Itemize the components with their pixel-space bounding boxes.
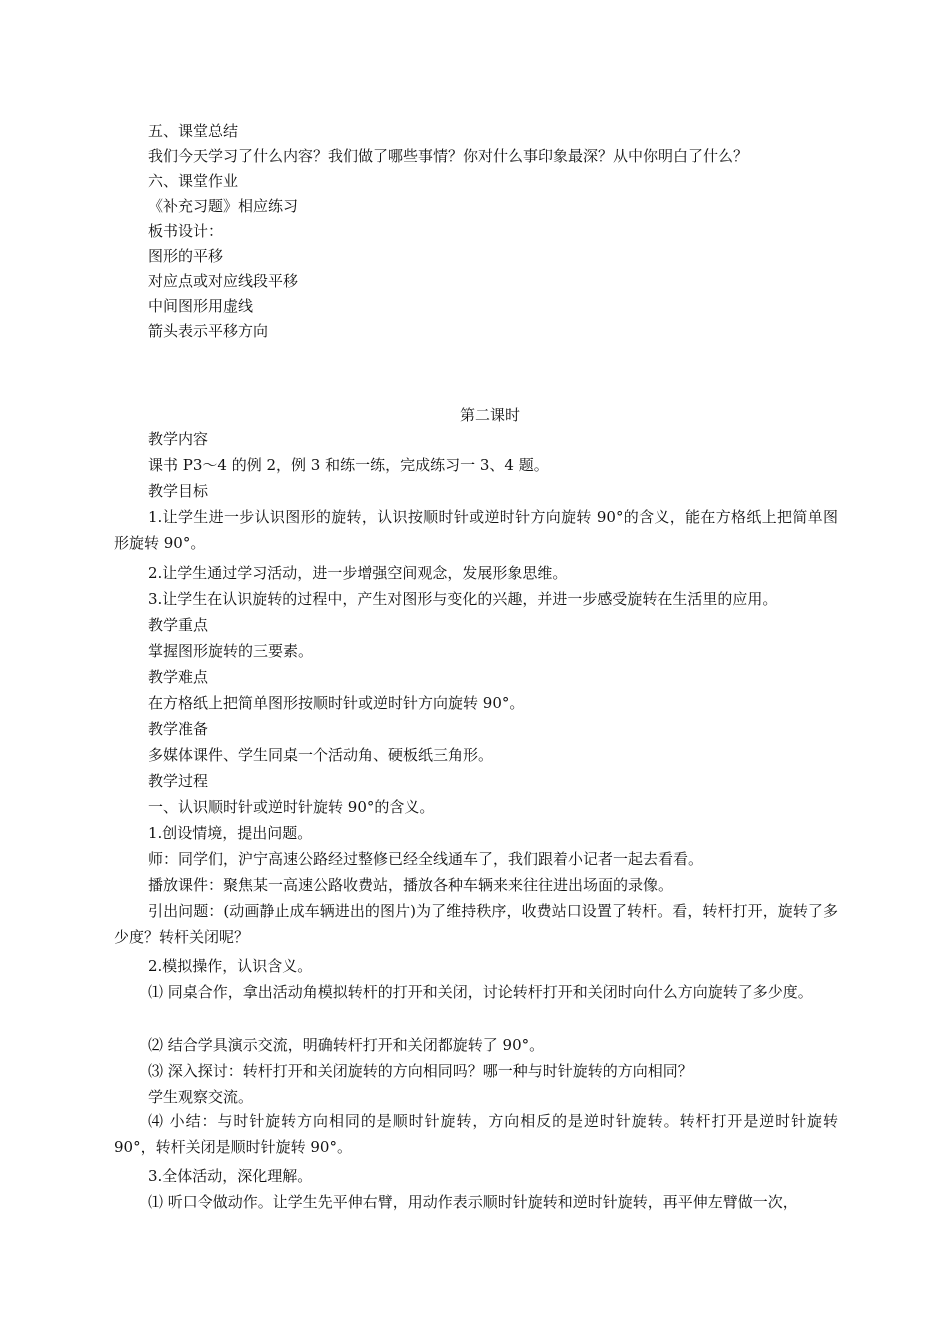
objectives-heading: 教学目标 [148, 482, 209, 500]
board-design-label: 板书设计： [148, 222, 224, 240]
difficulty-text: 在方格纸上把简单图形按顺时针或逆时针方向旋转 90°。 [148, 694, 525, 712]
board-item: 对应点或对应线段平移 [148, 272, 299, 290]
process-s2-1: ⑴ 同桌合作，拿出活动角模拟转杆的打开和关闭，讨论转杆打开和关闭时向什么方向旋转了多少度。 [148, 983, 813, 1001]
process-question: 引出问题：(动画静止成车辆进出的图片)为了维持秩序，收费站口设置了转杆。看，转杆打开，旋转了多少度？转杆关闭呢？ [114, 902, 838, 946]
board-item: 中间图形用虚线 [148, 297, 254, 315]
process-s2-4: ⑷ 小结：与时针旋转方向相同的是顺时针旋转，方向相反的是逆时针旋转。转杆打开是逆时针旋转 90°，转杆关闭是顺时针旋转 90°。 [114, 1112, 838, 1156]
key-point-text: 掌握图形旋转的三要素。 [148, 642, 314, 660]
objective-item: 3.让学生在认识旋转的过程中，产生对图形与变化的兴趣，并进一步感受旋转在生活里的应用。 [148, 590, 778, 608]
process-s2-3: ⑶ 深入探讨：转杆打开和关闭旋转的方向相同吗？哪一种与时针旋转的方向相同？ [148, 1062, 693, 1080]
process-heading: 教学过程 [148, 772, 209, 790]
process-s3-1: ⑴ 听口令做动作。让学生先平伸右臂，用动作表示顺时针旋转和逆时针旋转，再平伸左臂做一次， [148, 1193, 798, 1211]
preparation-text: 多媒体课件、学生同桌一个活动角、硬板纸三角形。 [148, 746, 494, 764]
section-five-heading: 五、课堂总结 [148, 122, 239, 140]
key-point-heading: 教学重点 [148, 616, 209, 634]
section-five-text: 我们今天学习了什么内容？我们做了哪些事情？你对什么事印象最深？从中你明白了什么？ [148, 147, 749, 165]
difficulty-heading: 教学难点 [148, 668, 209, 686]
process-observe: 学生观察交流。 [148, 1088, 254, 1106]
process-step2: 2.模拟操作，认识含义。 [148, 957, 313, 975]
board-item: 箭头表示平移方向 [148, 322, 269, 340]
objective-item: 2.让学生通过学习活动，进一步增强空间观念，发展形象思维。 [148, 564, 568, 582]
lesson-title: 第二课时 [459, 406, 520, 424]
section-six-heading: 六、课堂作业 [148, 172, 239, 190]
process-step1: 1.创设情境，提出问题。 [148, 824, 313, 842]
objective-item: 1.让学生进一步认识图形的旋转，认识按顺时针或逆时针方向旋转 90°的含义，能在方格纸上把简单图形旋转 90°。 [114, 508, 838, 552]
content-text: 课书 P3～4 的例 2，例 3 和练一练，完成练习一 3、4 题。 [148, 456, 549, 474]
section-six-text: 《补充习题》相应练习 [148, 197, 299, 215]
process-s2-2: ⑵ 结合学具演示交流，明确转杆打开和关闭都旋转了 90°。 [148, 1036, 545, 1054]
board-item: 图形的平移 [148, 247, 224, 265]
process-play: 播放课件：聚焦某一高速公路收费站，播放各种车辆来来往往进出场面的录像。 [148, 876, 674, 894]
preparation-heading: 教学准备 [148, 720, 209, 738]
content-heading: 教学内容 [148, 430, 209, 448]
process-teacher: 师：同学们，沪宁高速公路经过整修已经全线通车了，我们跟着小记者一起去看看。 [148, 850, 704, 868]
process-part1: 一、认识顺时针或逆时针旋转 90°的含义。 [148, 798, 435, 816]
process-step3: 3.全体活动，深化理解。 [148, 1167, 313, 1185]
